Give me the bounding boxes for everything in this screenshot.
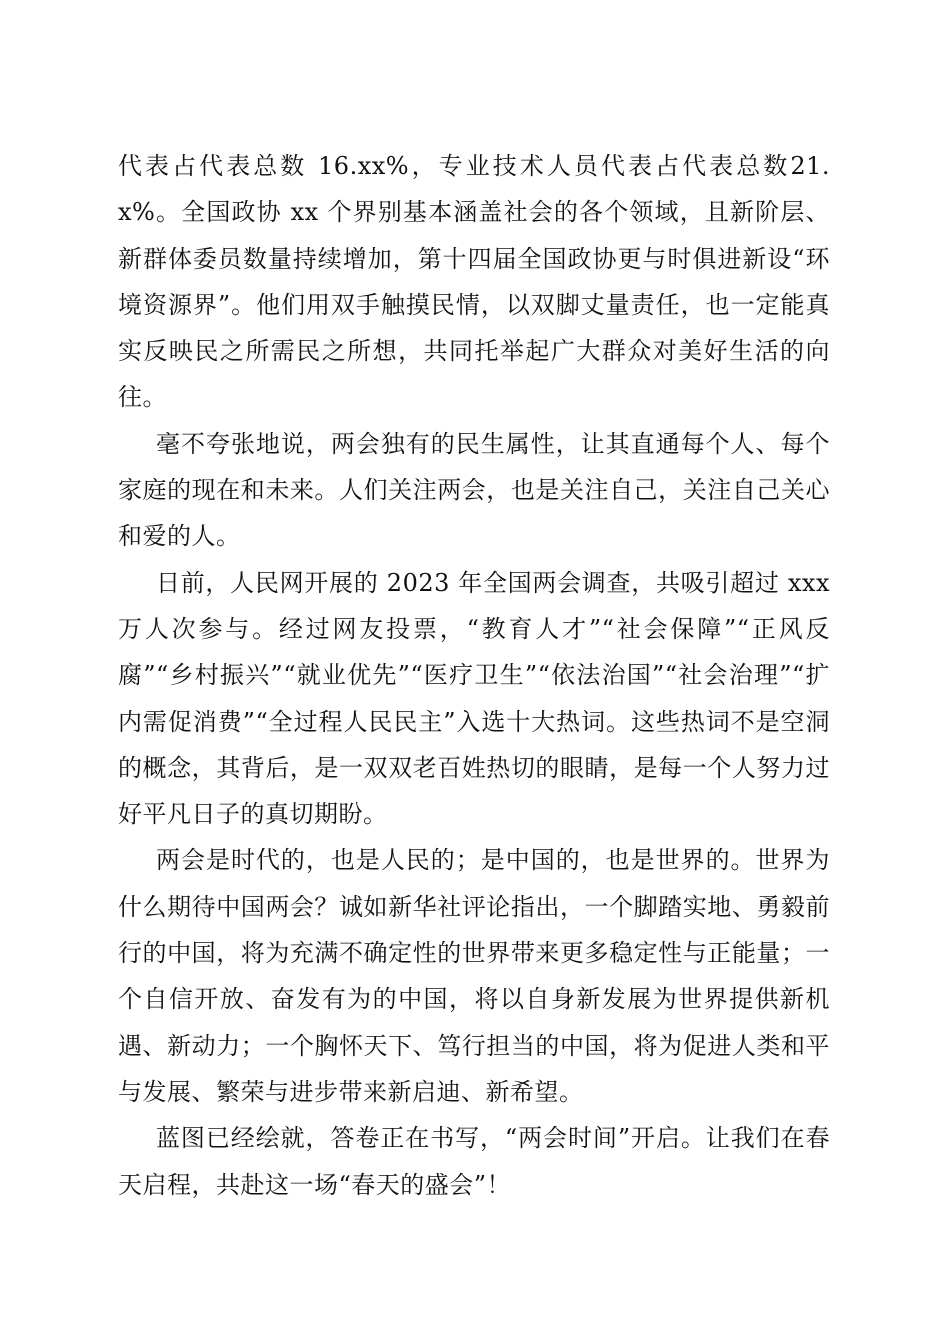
document-body [118,143,830,1208]
paragraph-livelihood: 毫不夸张地说，两会独有的民生属性，让其直通每个人、每个家庭的现在和未来。人们关注两会，也是关注自己，关注自己关心和爱的人。 [118,429,830,551]
paragraph-continuation: 代表占代表总数 16.xx%，专业技术人员代表占代表总数21.x%。全国政协 xx 个界别基本涵盖社会的各个领域，且新阶层、新群体委员数量持续增加，第十四届全国政协更与时俱进新设“环境资源界”。他们用双手触摸民情，以双脚丈量责任，也一定能真实反映民之所需民之所想，共同托举起广大群众对美好生活的向往。 [118,152,830,412]
paragraph-closing: 蓝图已经绘就，答卷正在书写，“两会时间”开启。让我们在春天启程，共赴这一场“春天的盛会”！ [118,1124,830,1199]
paragraph-world: 两会是时代的，也是人民的；是中国的，也是世界的。世界为什么期待中国两会？诚如新华社评论指出，一个脚踏实地、勇毅前行的中国，将为充满不确定性的世界带来更多稳定性与正能量；一个自信开放、奋发有为的中国，将以自身新发展为世界提供新机遇、新动力；一个胸怀天下、笃行担当的中国，将为促进人类和平与发展、繁荣与进步带来新启迪、新希望。 [118,846,830,1106]
paragraph-survey: 日前，人民网开展的 2023 年全国两会调查，共吸引超过 xxx 万人次参与。经过网友投票，“教育人才”“社会保障”“正风反腐”“乡村振兴”“就业优先”“医疗卫生”“依法治国”“社会治理”“扩内需促消费”“全过程人民民主”入选十大热词。这些热词不是空洞的概念，其背后，是一双双老百姓热切的眼睛，是每一个人努力过好平凡日子的真切期盼。 [118,568,830,829]
